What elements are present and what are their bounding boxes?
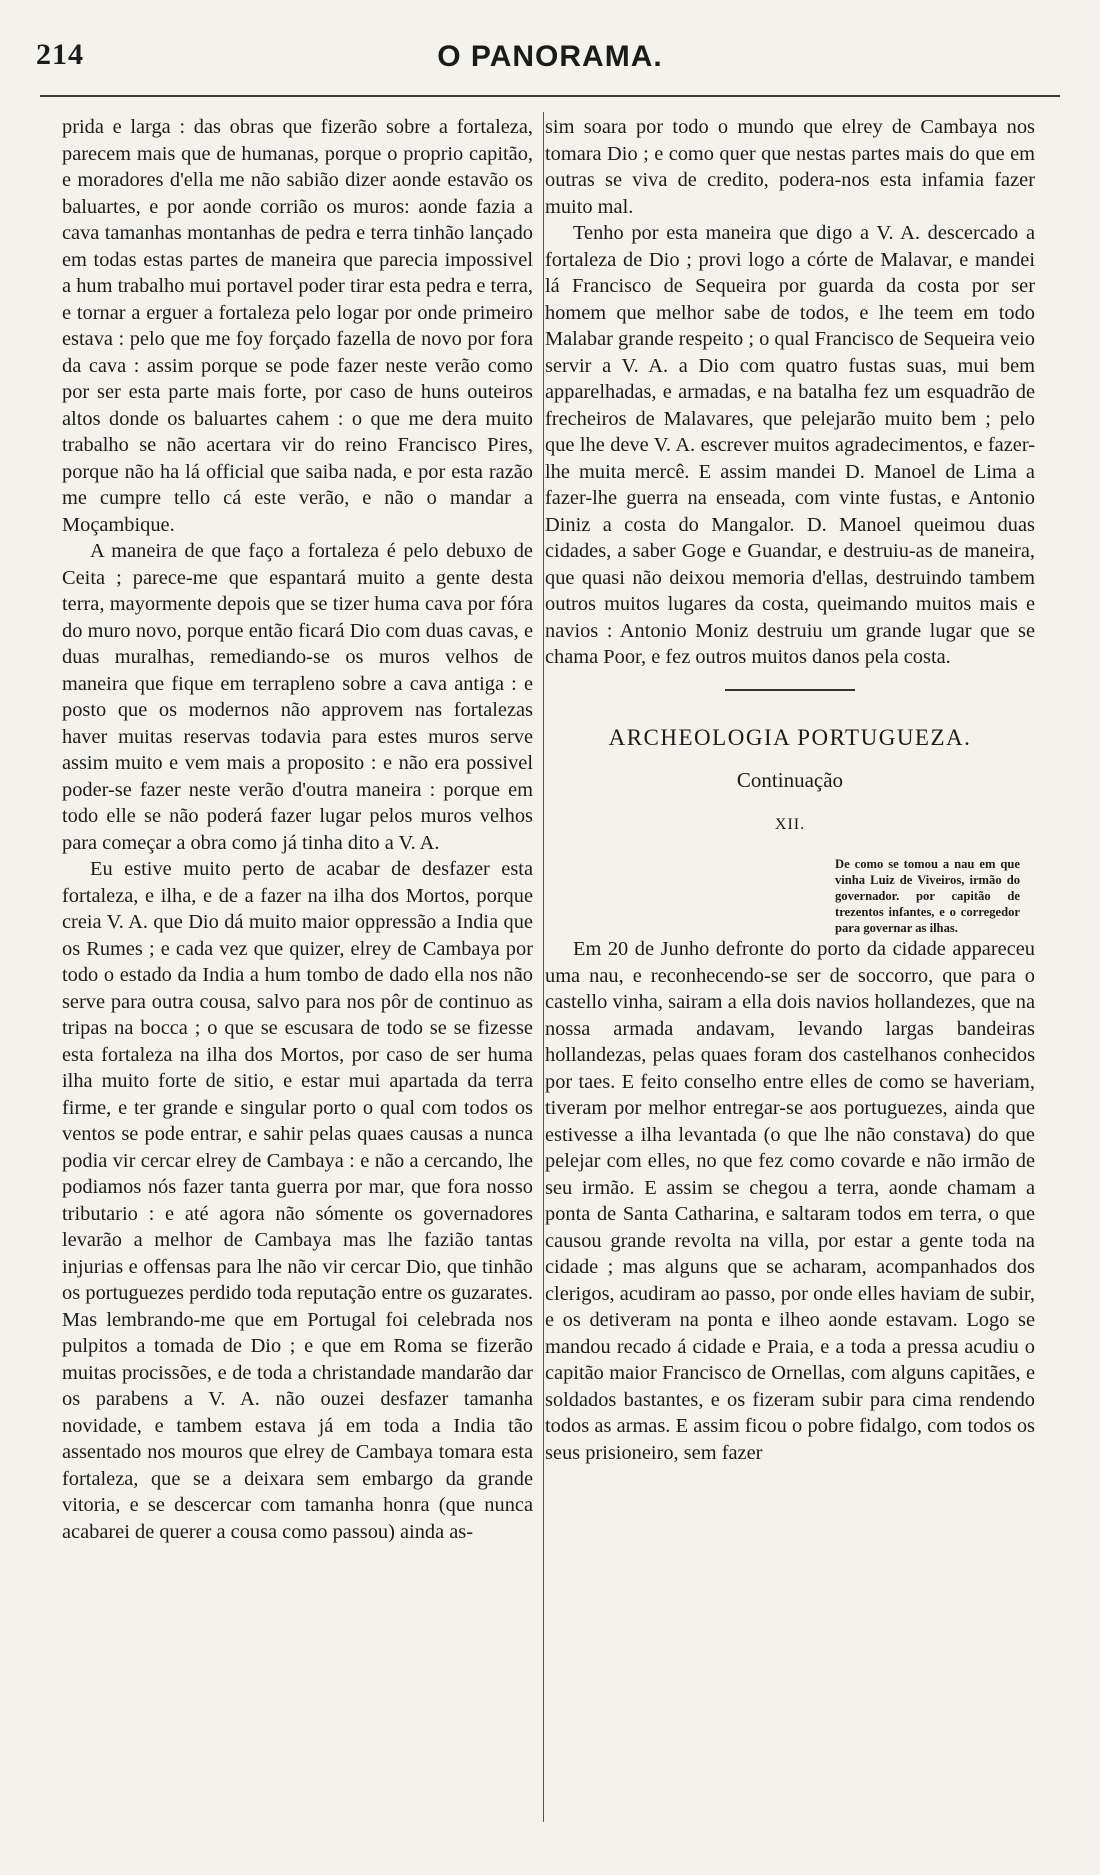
paragraph: sim soara por todo o mundo que elrey de Cambaya nos tomara Dio ; e como quer que nestas partes mais do que em outras se viva de credito, podera-nos esta infamia fazer muito mal. <box>545 116 1035 218</box>
header-rule <box>40 95 1060 97</box>
section-subtitle: Continuação <box>736 768 844 792</box>
paragraph: prida e larga : das obras que fizerão sobre a fortaleza, parecem mais que de humanas, porque o proprio capitão, e moradores d'ella me não sabião dizer aonde estavão os baluartes, e por aonde corrião os muros: aonde fazia a cava tamanhas montanhas de pedra e terra tinhão lançado em todas estas partes de maneira que parecia impossivel a hum trabalho mui portavel poder tirar esta pedra e terra, e tornar a erguer a fortaleza pelo logar por onde primeiro estava : pelo que me foy forçado fazella de novo por fora da cava : assim porque se pode fazer neste verão como por ser esta parte mais forte, por caso de huns outeiros altos donde os baluartes cahem : o que me dera muito trabalho se não acertara vir do reino Francisco Pires, porque não ha lá official que saiba nada, e por esta razão me cumpre tello cá este verão, e não o mandar a Moçambique. <box>62 116 533 536</box>
paragraph: Eu estive muito perto de acabar de desfazer esta fortaleza, e ilha, e de a fazer na ilha dos Mortos, porque creia V. A. que Dio dá muito maior oppressão a India que os Rumes ; e cada vez que quizer, elrey de Cambaya por todo o estado da India a hum tombo de dado ella nos não serve para outra cousa, salvo para nos pôr de continuo as tripas na bocca ; o que se escusara de todo se se fizesse esta fortaleza na ilha dos Mortos, por caso de ser huma ilha muito forte de sitio, e estar mui apartada da terra firme, e ter grande e singular porto o qual com todos os ventos se pode entrar, e sahir pelas quaes causas a nunca podia vir cercar elrey de Cambaya : e não a cercando, lhe podiamos nós fazer tanta guerra por mar, que fora nosso tributario : e até agora não sómente os governadores levarão a melhor de Cambaya mas lhe fazião tantas injurias e offensas para lhe não vir cercar Dio, que tinhão os portuguezes perdido toda reputação entre os guzarates. Mas lembrando-me que em Portugal foi celebrada nos pulpitos a tomada de Dio ; e que em Roma se fizerão muitas procissões, e de toda a christandade mandarão dar os parabens a V. A. não ouzei desfazer tamanha novidade, e tambem estava já em toda a India tão assentado nos mouros que elrey de Cambaya tomara esta fortaleza, que se a deixara sem embargo da grande vitoria, e se descercar com tamanha honra (que nunca acabarei de querer a cousa como passou) ainda as- <box>62 858 533 1543</box>
left-column <box>62 114 533 1545</box>
section-title: ARCHEOLOGIA PORTUGUEZA. <box>608 724 972 750</box>
paragraph: Em 20 de Junho defronte do porto da cidade appareceu uma nau, e reconhecendo-se ser de soccorro, que para o castello vinha, sairam a ella dois navios hollandezes, que na nossa armada andavam, levando largas bandeiras hollandezas, pelas quaes foram dos castelhanos conhecidos por taes. E feito conselho entre elles de como se haveriam, tiveram por melhor entregar-se aos portuguezes, ainda que estivesse a ilha levantada (o que lhe não constava) do que pelejar com elles, no que fez como covarde e não irmão de seu irmão. E assim se chegou a terra, aonde chamam a ponta de Santa Catharina, e saltaram todos em terra, o que causou grande revolta na villa, por estar a gente toda na cidade ; mas alguns que se acharam, acompanhados dos clerigos, acudiram ao passo, por onde elles haviam de subir, e os detiveram na ponta e ilheo aonde estavam. Logo se mandou recado á cidade e Praia, e a toda a pressa acudiu o capitão maior Francisco de Ornellas, com alguns capitães, e soldados bastantes, e os fizeram subir para cima rendendo todos as armas. E assim ficou o pobre fidalgo, com todos os seus prisioneiro, sem fazer <box>545 938 1035 1464</box>
paragraph: A maneira de que faço a fortaleza é pelo debuxo de Ceita ; parece-me que espantará muito a gente desta terra, mayormente depois que se tizer huma cava por fóra do muro novo, porque então ficará Dio com duas cavas, e duas muralhas, remediando-se os muros velhos de maneira que fique em terrapleno sobre a cava antiga : e posto que os modernos não approvem nas fortalezas haver muitas reservas todavia para estes muros serve assim muito e vem mais a proposito : e não era possivel poder-se fazer neste verão d'outra maneira : porque em todo elle se não poderá fazer lugar pelos muros velhos para começar a obra como já tinha dito a V. A. <box>62 540 533 854</box>
paragraph: Tenho por esta maneira que digo a V. A. descercado a fortaleza de Dio ; provi logo a córte de Malavar, e mandei lá Francisco de Sequeira por guarda da costa por ser homem que melhor sabe de todos, e lhe teem em todo Malabar grande respeito ; o qual Francisco de Sequeira veio servir a V. A. a Dio com quatro fustas suas, mui bem apparelhadas, e armadas, e na batalha fez um esquadrão de frecheiros de Malavares, que pelejarão muito bem ; pelo que lhe deve V. A. escrever muitos agradecimentos, e fazer-lhe muita mercê. E assim mandei D. Manoel de Lima a fazer-lhe guerra na enseada, com vinte fustas, e Antonio Diniz a costa do Mangalor. D. Manoel queimou duas cidades, a saber Goge e Guandar, e destruiu-as de maneira, que quasi não deixou memoria d'ellas, destruindo tambem outros muitos lugares da costa, queimando muitos mais e navios : Antonio Moniz destruiu um grande lugar que se chama Poor, e fez outros muitos danos pela costa. <box>545 222 1035 668</box>
right-column <box>545 114 1035 1466</box>
running-title: O PANORAMA. <box>437 40 663 73</box>
section-divider <box>725 689 855 691</box>
page-number: 214 <box>36 38 84 71</box>
chapter-number: XII. <box>774 815 806 833</box>
chapter-summary: De como se tomou a nau em que vinha Luiz de Viveiros, irmão do governador. por capitão de trezentos infantes, e o corregedor para governar as ilhas. <box>835 857 1020 935</box>
column-divider <box>543 112 544 1822</box>
